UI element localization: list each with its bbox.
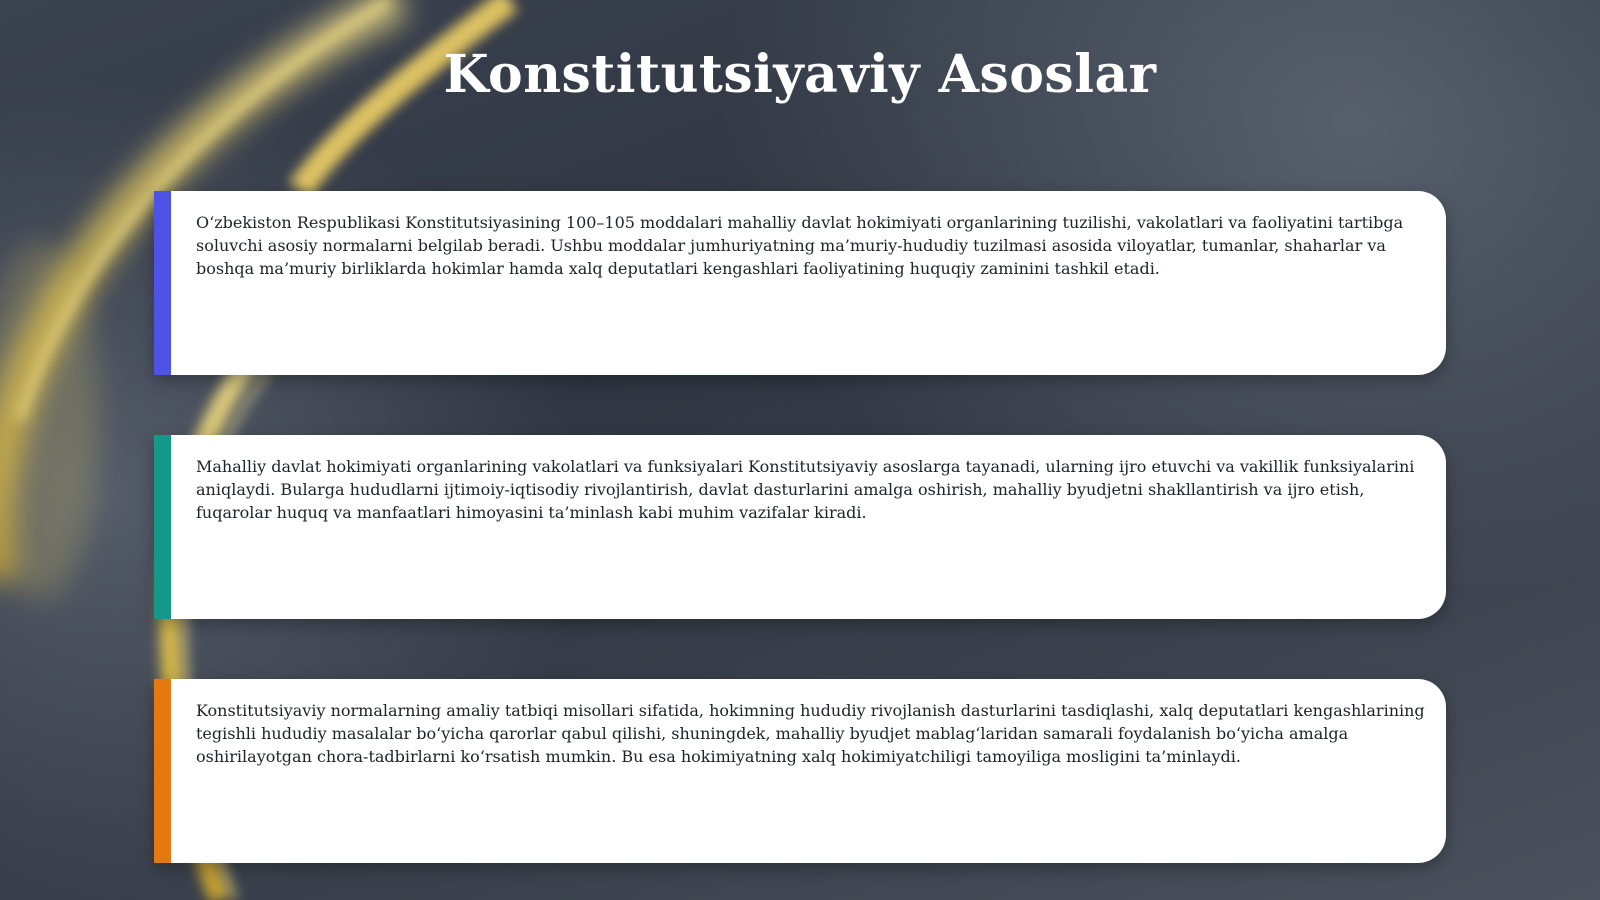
- content-card-1: [154, 191, 1446, 375]
- card-accent-bar-1: [154, 191, 171, 375]
- content-card-2: [154, 435, 1446, 619]
- slide-title: Konstitutsiyaviy Asoslar: [443, 44, 1157, 105]
- card-text-2: Mahalliy davlat hokimiyati organlarining vakolatlari va funksiyalari Konstitutsiyaviy asoslarga tayanadi, ularning ijro etuvchi va vakillik funksiyalarini aniqlaydi. Bularga hududlarni ijtimoiy-iqtisodiy rivojlantirish, davlat dasturlarini amalga oshirish, mahalliy byudjetni shakllantirish va ijro etish, fuqarolar huquq va manfaatlari himoyasini ta’minlash kabi muhim vazifalar kiradi.: [196, 457, 1415, 522]
- card-accent-bar-2: [154, 435, 171, 619]
- card-accent-bar-3: [154, 679, 171, 863]
- content-card-3: [154, 679, 1446, 863]
- card-text-1: O‘zbekiston Respublikasi Konstitutsiyasining 100–105 moddalari mahalliy davlat hokimiyati organlarining tuzilishi, vakolatlari va faoliyatini tartibga soluvchi asosiy normalarni belgilab beradi. Ushbu moddalar jumhuriyatning ma’muriy-hududiy tuzilmasi asosida viloyatlar, tumanlar, shaharlar va boshqa ma’muriy birliklarda hokimlar hamda xalq deputatlari kengashlari faoliyatining huquqiy zaminini tashkil etadi.: [196, 213, 1404, 278]
- card-text-3: Konstitutsiyaviy normalarning amaliy tatbiqi misollari sifatida, hokimning hududiy rivojlanish dasturlarini tasdiqlashi, xalq deputatlari kengashlarining tegishli hududiy masalalar bo‘yicha qarorlar qabul qilishi, shuningdek, mahalliy byudjet mablag‘laridan samarali foydalanish bo‘yicha amalga oshirilayotgan chora-tadbirlarni ko‘rsatish mumkin. Bu esa hokimiyatning xalq hokimiyatchiligi tamoyiliga mosligini ta’minlaydi.: [196, 701, 1425, 766]
